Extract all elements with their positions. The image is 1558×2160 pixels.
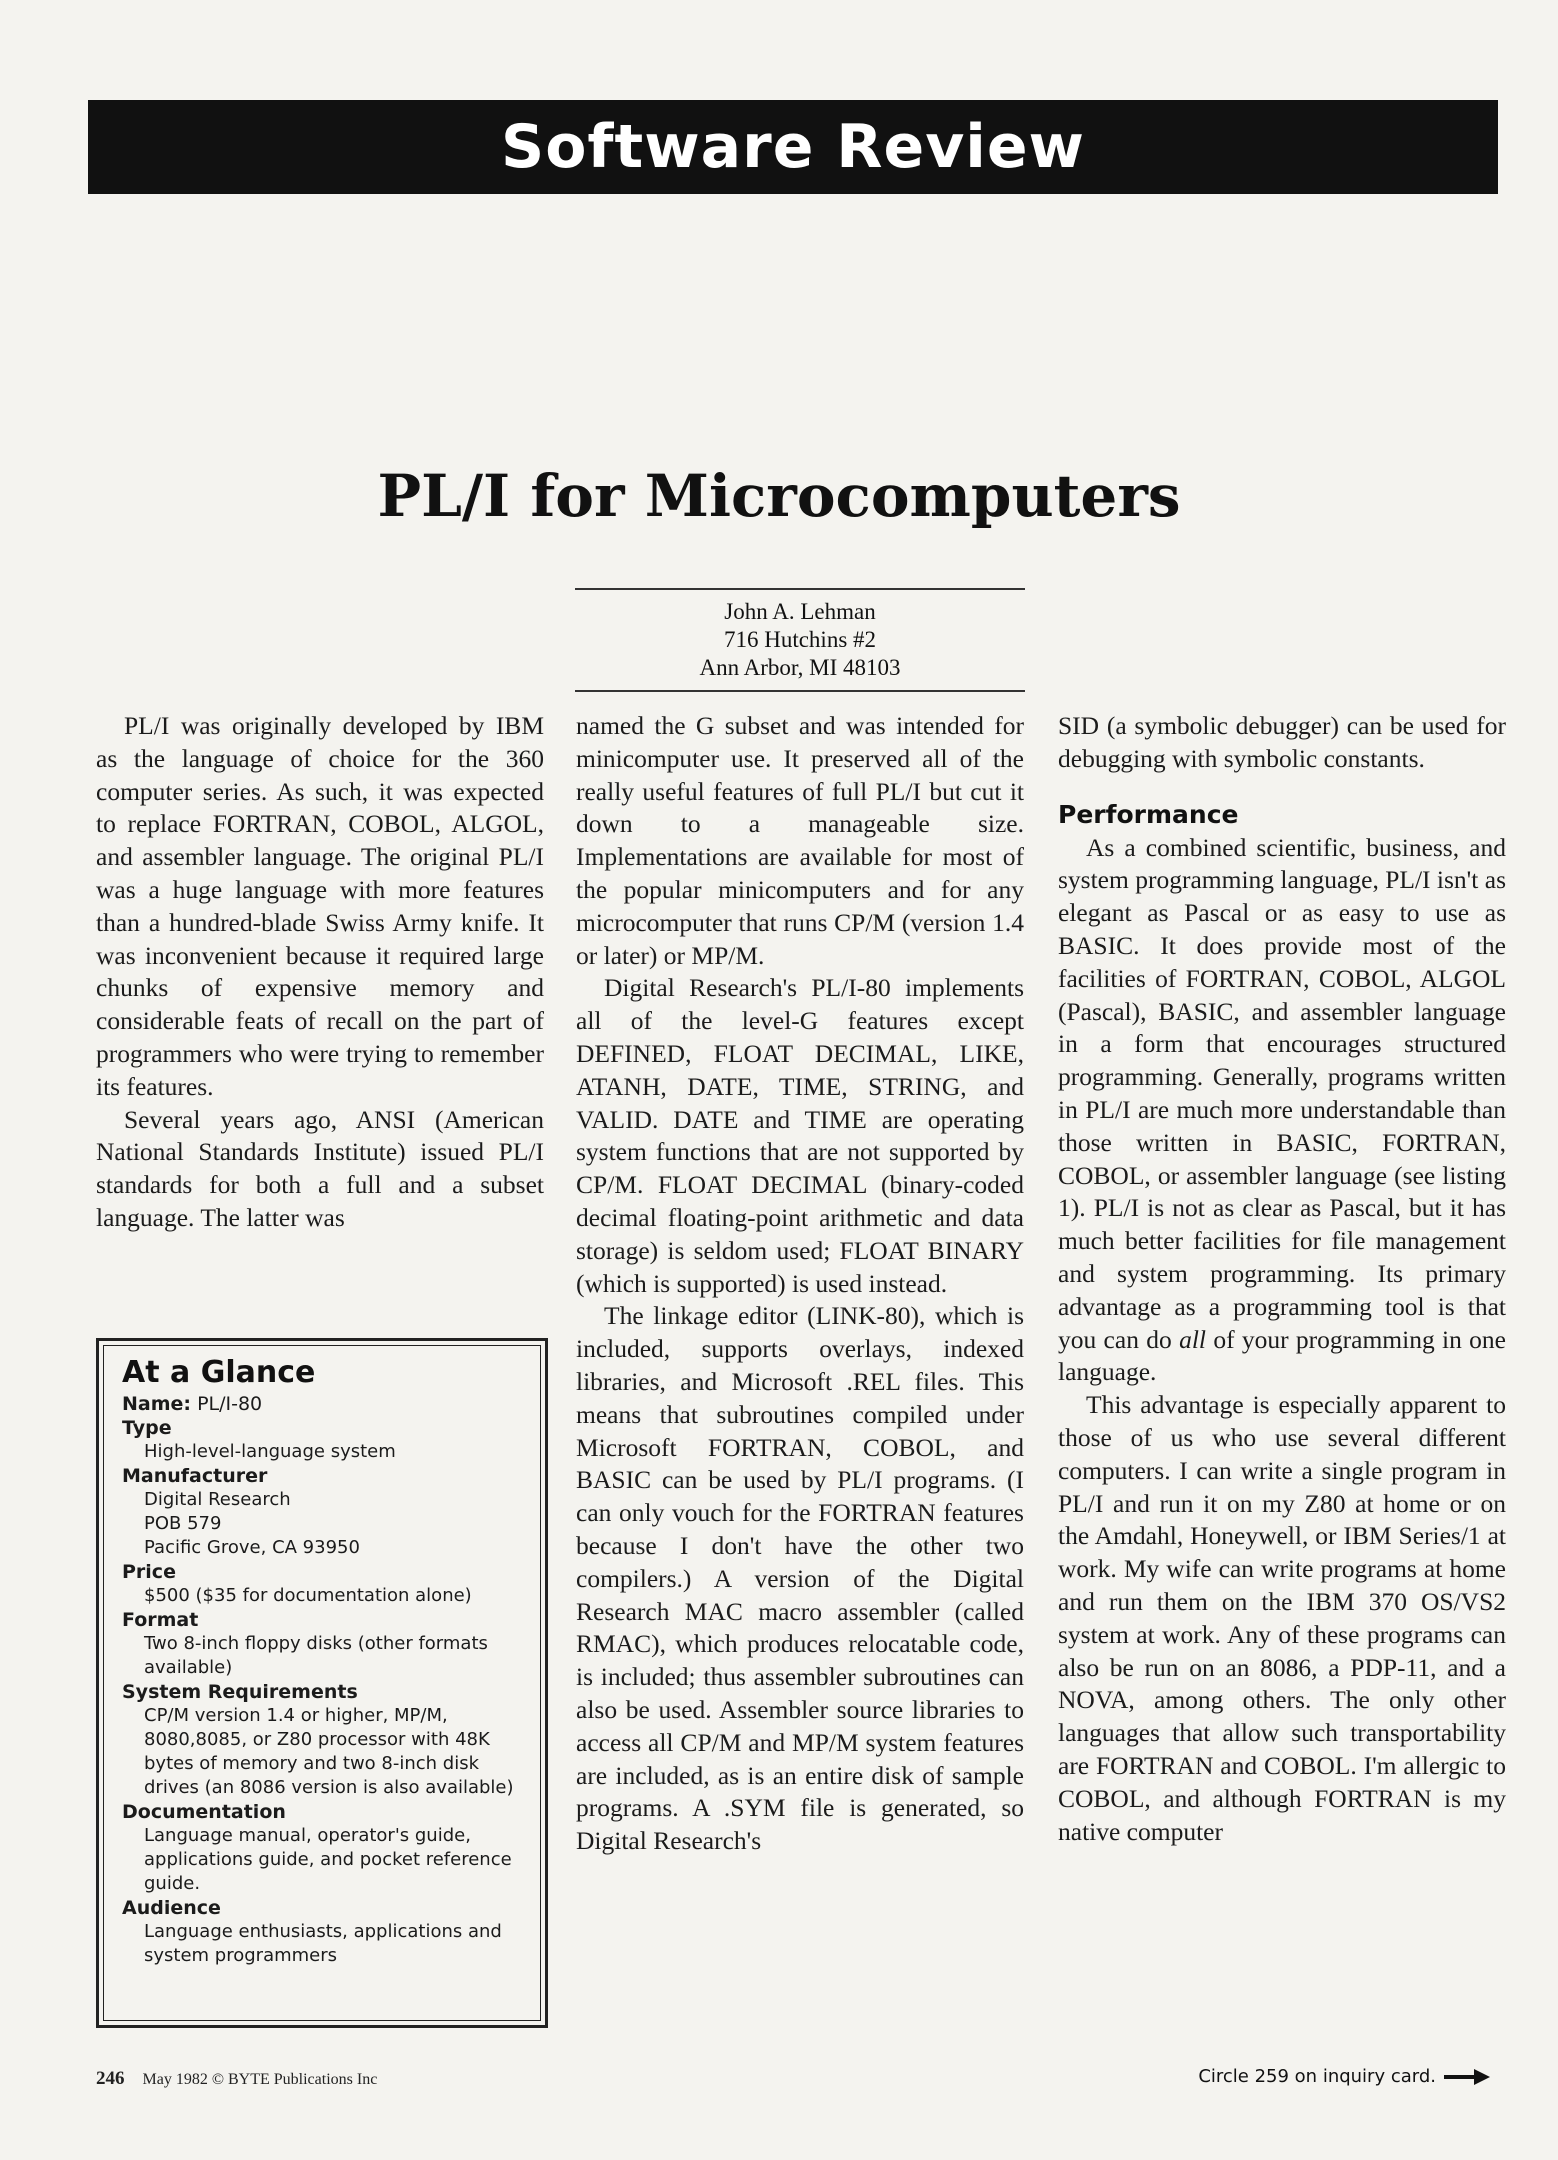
paragraph: Several years ago, ANSI (American National Standards Institute) issued PL/I standards for both a full and a subset language. The latter was — [96, 1104, 544, 1232]
glance-sysreq-label: System Requirements — [122, 1681, 358, 1703]
paragraph: The linkage editor (LINK-80), which is included, supports overlays, indexed libraries, and Microsoft .REL files. This means that subroutines compiled under Microsoft FORTRAN, COBOL, and BASIC can be used by PL/I programs. (I can only vouch for the FORTRAN features because I don't have the other two compilers.) A version of the Digital Research MAC macro assembler (called RMAC), which produces relocatable code, is included; thus assembler subroutines can also be used. Assembler source libraries to access all CP/M and MP/M system features are included, as is an entire disk of sample programs. A .SYM file is generated, so Digital Research's — [576, 1301, 1024, 1856]
article-title: PL/I for Microcomputers — [377, 462, 1181, 530]
glance-type-value: High-level-language system — [144, 1441, 396, 1462]
text-run: of your programming in one language. — [1058, 1324, 1506, 1387]
paragraph: Digital Research's PL/I-80 implements all of the level-G features except DEFINED, FLOAT DECIMAL, LIKE, ATANH, DATE, TIME, STRING, and VALID. DATE and TIME are operating system functions that are not supported by CP/M. FLOAT DECIMAL (binary-coded decimal floating-point arithmetic and data storage) is seldom used; FLOAT BINARY (which is supported) is used instead. — [576, 973, 1024, 1298]
glance-audience-label: Audience — [122, 1897, 221, 1919]
glance-format-value: Two 8-inch floppy disks (other formats available) — [144, 1633, 488, 1678]
inquiry-text: Circle 259 on inquiry card. — [1198, 2066, 1436, 2087]
page-footer — [96, 2068, 377, 2090]
glance-sysreq-value: CP/M version 1.4 or higher, MP/M, 8080,8085, or Z80 processor with 48K bytes of memory and two 8-inch disk drives (an 8086 version is also available) — [144, 1705, 514, 1798]
paragraph: PL/I was originally developed by IBM as the language of choice for the 360 computer series. As such, it was expected to replace FORTRAN, COBOL, ALGOL, and assembler language. The original PL/I was a huge language with more features than a hundred-blade Swiss Army knife. It was inconvenient because it required large chunks of expensive memory and considerable feats of recall on the part of programmers who were trying to remember its features. — [96, 711, 544, 1101]
page-number: 246 — [96, 2068, 125, 2089]
author-street: 716 Hutchins #2 — [723, 627, 877, 652]
glance-format-label: Format — [122, 1609, 199, 1631]
author-rule-top — [575, 588, 1025, 590]
inquiry-note — [1198, 2066, 1490, 2087]
author-name: John A. Lehman — [724, 599, 876, 624]
at-a-glance-box — [96, 1338, 548, 2028]
glance-documentation-label: Documentation — [122, 1801, 286, 1823]
glance-heading: At a Glance — [122, 1355, 316, 1390]
section-heading-performance: Performance — [1058, 799, 1239, 829]
author-rule-bottom — [575, 690, 1025, 692]
text-run: As a combined scientific, business, and system programming language, PL/I isn't as elegant as Pascal or as easy to use as BASIC. It does provide most of the facilities of FORTRAN, COBOL, ALGOL (Pascal), BASIC, and assembler language in a form that encourages structured programming. Generally, programs written in PL/I are much more understandable than those written in BASIC, FORTRAN, COBOL, or assembler language (see listing 1). PL/I is not as clear as Pascal, but it has much better facilities for file management and system programming. Its primary advantage as a programming tool is that you can do — [1058, 832, 1506, 1354]
author-city: Ann Arbor, MI 48103 — [699, 655, 901, 680]
emphasis: all — [1179, 1324, 1206, 1354]
glance-name-label: Name: — [122, 1393, 192, 1415]
banner-title: Software Review — [500, 112, 1085, 182]
author-block — [575, 598, 1025, 682]
glance-name — [122, 1392, 528, 1416]
paragraph: This advantage is especially apparent to those of us who use several different computers. I can write a single program in PL/I and run it on my Z80 at home or on the Amdahl, Honeywell, or IBM Series/1 at work. My wife can write programs at home and run them on the IBM 370 OS/VS2 system at work. Any of these programs can also be run on an 8086, a PDP-11, and a NOVA, among others. The only other languages that allow such transportability are FORTRAN and COBOL. I'm allergic to COBOL, and although FORTRAN is my native computer — [1058, 1390, 1506, 1846]
arrow-right-icon — [1444, 2069, 1490, 2085]
column-2 — [576, 710, 1024, 1858]
glance-manufacturer-line: Pacific Grove, CA 93950 — [144, 1537, 360, 1558]
publication-credit: May 1982 © BYTE Publications Inc — [142, 2071, 378, 2088]
glance-name-value: PL/I-80 — [197, 1393, 263, 1415]
glance-manufacturer-line: POB 579 — [144, 1513, 222, 1534]
column-3 — [1058, 710, 1506, 1848]
section-banner — [88, 100, 1498, 194]
glance-audience-value: Language enthusiasts, applications and system programmers — [144, 1921, 502, 1966]
glance-manufacturer-line: Digital Research — [144, 1489, 291, 1510]
paragraph: SID (a symbolic debugger) can be used for debugging with symbolic constants. — [1058, 711, 1506, 773]
column-1 — [96, 710, 544, 1235]
paragraph: named the G subset and was intended for minicomputer use. It preserved all of the really useful features of full PL/I but cut it down to a manageable size. Implementations are available for most of the popular minicomputers and for any microcomputer that runs CP/M (version 1.4 or later) or MP/M. — [576, 711, 1024, 970]
glance-manufacturer-label: Manufacturer — [122, 1465, 268, 1487]
glance-documentation-value: Language manual, operator's guide, applications guide, and pocket reference guide. — [144, 1825, 512, 1894]
glance-price-label: Price — [122, 1561, 176, 1583]
glance-type-label: Type — [122, 1417, 172, 1439]
paragraph — [1058, 832, 1506, 1390]
glance-price-value: $500 ($35 for documentation alone) — [144, 1585, 472, 1606]
